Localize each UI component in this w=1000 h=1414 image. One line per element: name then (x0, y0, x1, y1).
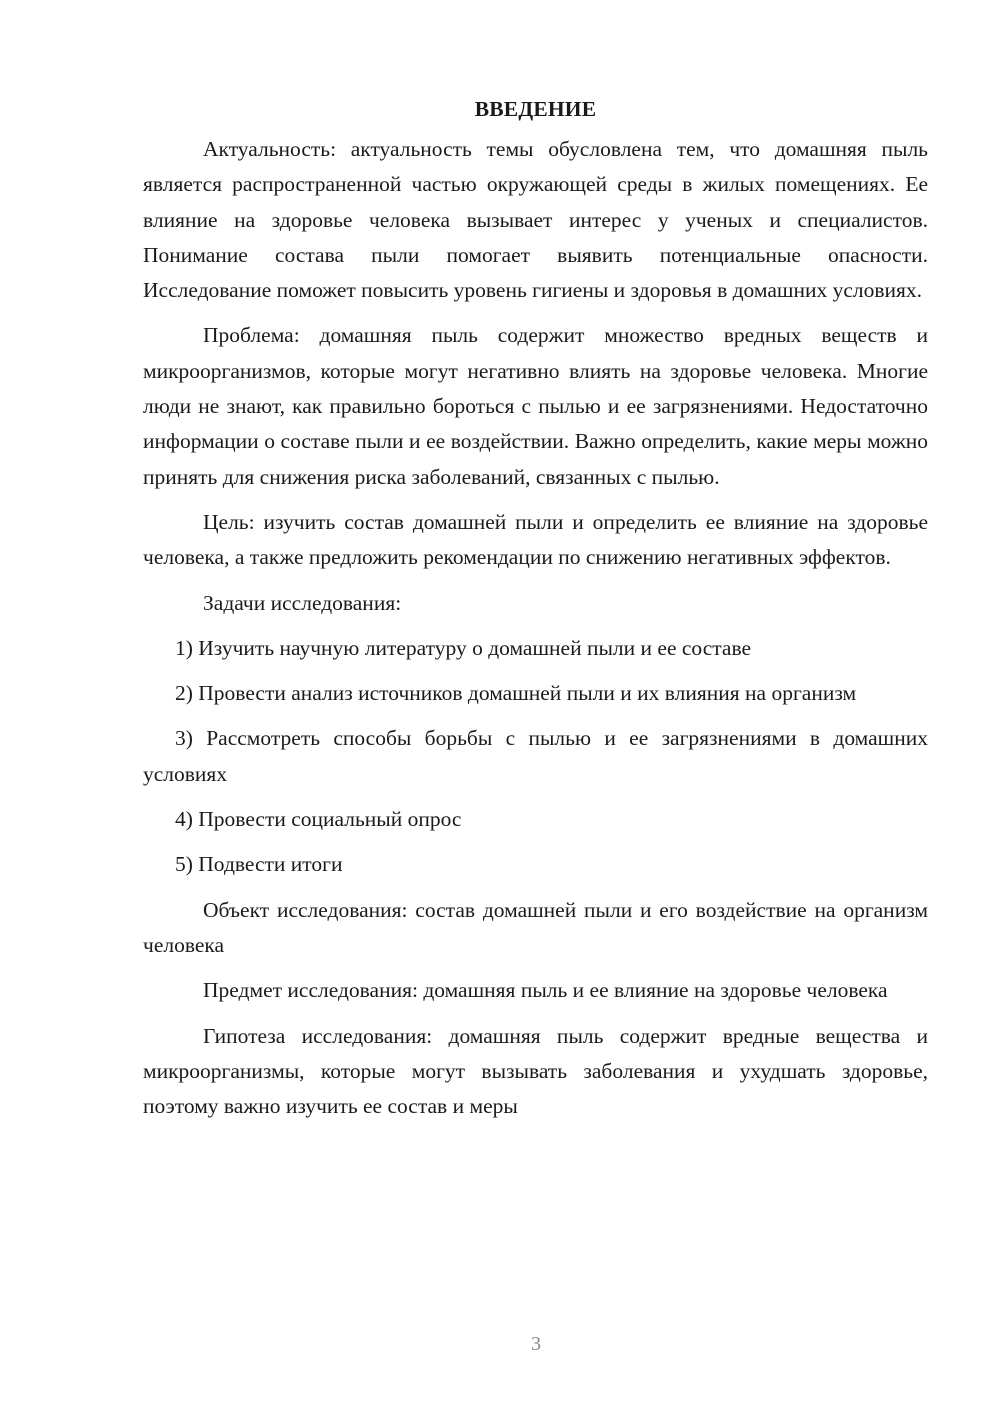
paragraph-problem: Проблема: домашняя пыль содержит множество вредных веществ и микроорганизмов, которые могут негативно влиять на здоровье человека. Многие люди не знают, как правильно бороться с пылью и ее загрязнениями. Недостаточно информации о составе пыли и ее воздействии. Важно определить, какие меры можно принять для снижения риска заболеваний, связанных с пылью. (143, 323, 928, 489)
paragraph-goal: Цель: изучить состав домашней пыли и определить ее влияние на здоровье человека, а также предложить рекомендации по снижению негативных эффектов. (143, 509, 928, 570)
paragraph-object: Объект исследования: состав домашней пыли и его воздействие на организм человека (143, 897, 928, 957)
task-item-3: 3) Рассмотреть способы борьбы с пылью и ее загрязнениями в домашних условиях (143, 726, 928, 786)
task-item-5: 5) Подвести итоги (175, 852, 343, 877)
paragraph-relevance: Актуальность: актуальность темы обусловлена тем, что домашняя пыль является распространенной частью окружающей среды в жилых помещениях. Ее влияние на здоровье человека вызывает интерес у ученых и специалистов. Понимание состава пыли помогает выявить потенциальные опасности. Исследование поможет повысить уровень гигиены и здоровья в домашних условиях. (143, 137, 928, 303)
task-item-2: 2) Провести анализ источников домашней пыли и их влияния на организм (175, 681, 857, 706)
tasks-heading: Задачи исследования: (203, 590, 402, 615)
section-title: ВВЕДЕНИЕ (474, 97, 597, 121)
paragraph-subject: Предмет исследования: домашняя пыль и ее влияние на здоровье человека (203, 978, 888, 1003)
task-item-1: 1) Изучить научную литературу о домашней пыли и ее составе (175, 635, 752, 660)
paragraph-hypothesis: Гипотеза исследования: домашняя пыль содержит вредные вещества и микроорганизмы, которые могут вызывать заболевания и ухудшать здоровье, поэтому важно изучить ее состав и меры (143, 1023, 928, 1119)
page-content (143, 92, 928, 1134)
task-item-4: 4) Провести социальный опрос (175, 807, 462, 832)
page-number: 3 (531, 1333, 541, 1355)
